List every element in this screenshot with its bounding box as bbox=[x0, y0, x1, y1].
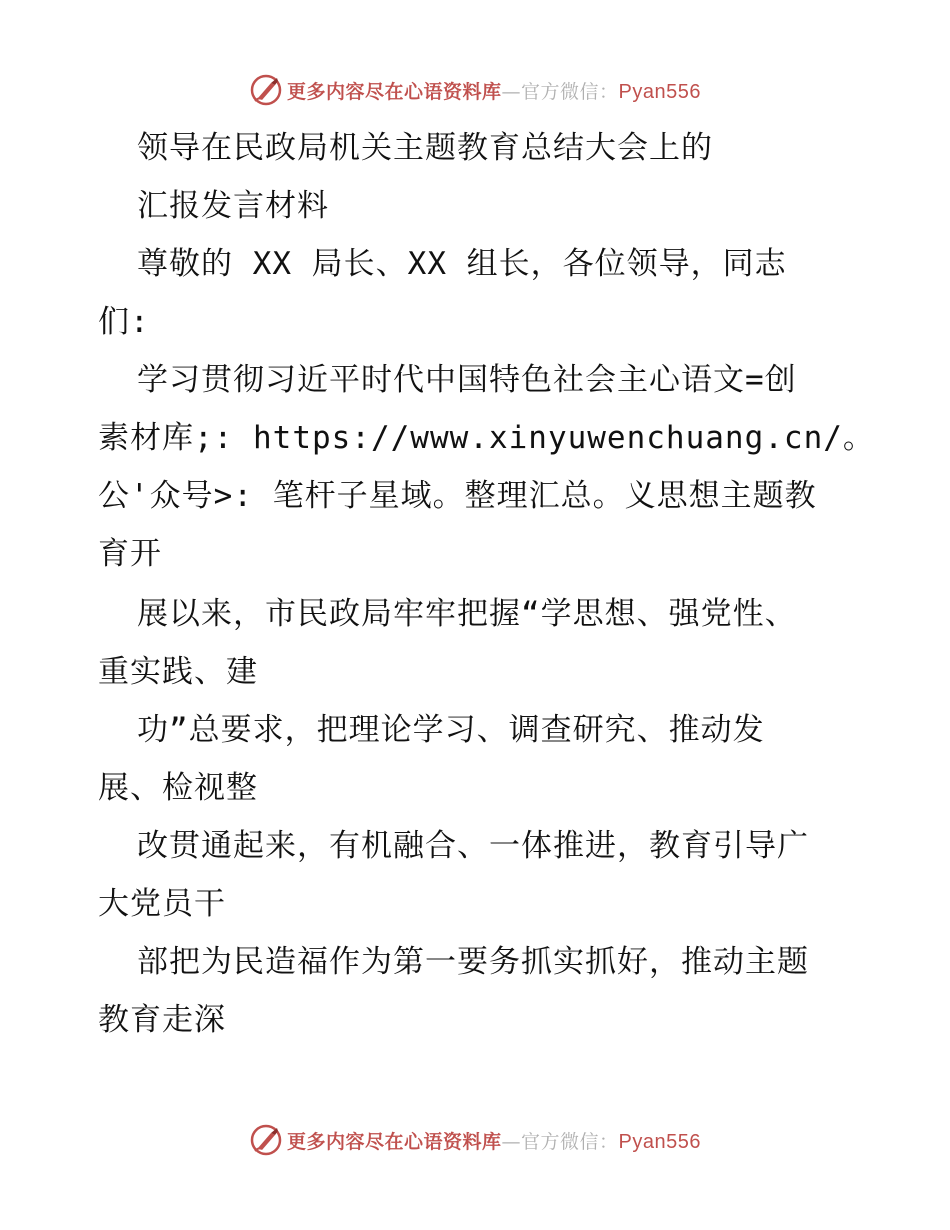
doc-line: 们: bbox=[98, 304, 150, 340]
banner-wechat-handle: Pyan556 bbox=[618, 80, 701, 103]
banner-separator: — bbox=[501, 80, 522, 103]
doc-line: 教育走深 bbox=[98, 1002, 226, 1038]
banner-separator: — bbox=[501, 1130, 522, 1153]
banner-text bbox=[287, 1127, 701, 1154]
banner-wechat-handle: Pyan556 bbox=[618, 1130, 701, 1153]
doc-line: 大党员干 bbox=[98, 886, 226, 922]
doc-line: 学习贯彻习近平时代中国特色社会主心语文=创 bbox=[137, 362, 797, 398]
doc-line: 功”总要求，把理论学习、调查研究、推动发 bbox=[137, 712, 765, 748]
doc-line: 公'众号>: 笔杆子星域。整理汇总。义思想主题教 bbox=[98, 478, 817, 514]
header-watermark-banner bbox=[0, 70, 950, 110]
doc-line: 尊敬的 XX 局长、XX 组长，各位领导，同志 bbox=[137, 246, 787, 282]
doc-line: 育开 bbox=[98, 536, 162, 572]
doc-line: 展、检视整 bbox=[98, 770, 258, 806]
doc-title-line-2: 汇报发言材料 bbox=[137, 188, 329, 224]
footer-watermark-banner bbox=[0, 1120, 950, 1160]
banner-sub-text: 官方微信： bbox=[521, 80, 619, 103]
doc-line: 重实践、建 bbox=[98, 654, 258, 690]
quill-pen-logo-icon bbox=[249, 1123, 283, 1157]
doc-title-line-1: 领导在民政局机关主题教育总结大会上的 bbox=[137, 130, 713, 166]
banner-text bbox=[287, 77, 701, 104]
quill-pen-logo-icon bbox=[249, 73, 283, 107]
banner-main-text: 更多内容尽在心语资料库 bbox=[287, 80, 502, 103]
doc-line: 展以来，市民政局牢牢把握“学思想、强党性、 bbox=[137, 596, 797, 632]
doc-line: 改贯通起来，有机融合、一体推进，教育引导广 bbox=[137, 828, 809, 864]
doc-line: 素材库;: https://www.xinyuwenchuang.cn/。 bbox=[98, 420, 875, 456]
doc-line: 部把为民造福作为第一要务抓实抓好，推动主题 bbox=[137, 944, 809, 980]
banner-main-text: 更多内容尽在心语资料库 bbox=[287, 1130, 502, 1153]
banner-sub-text: 官方微信： bbox=[521, 1130, 619, 1153]
